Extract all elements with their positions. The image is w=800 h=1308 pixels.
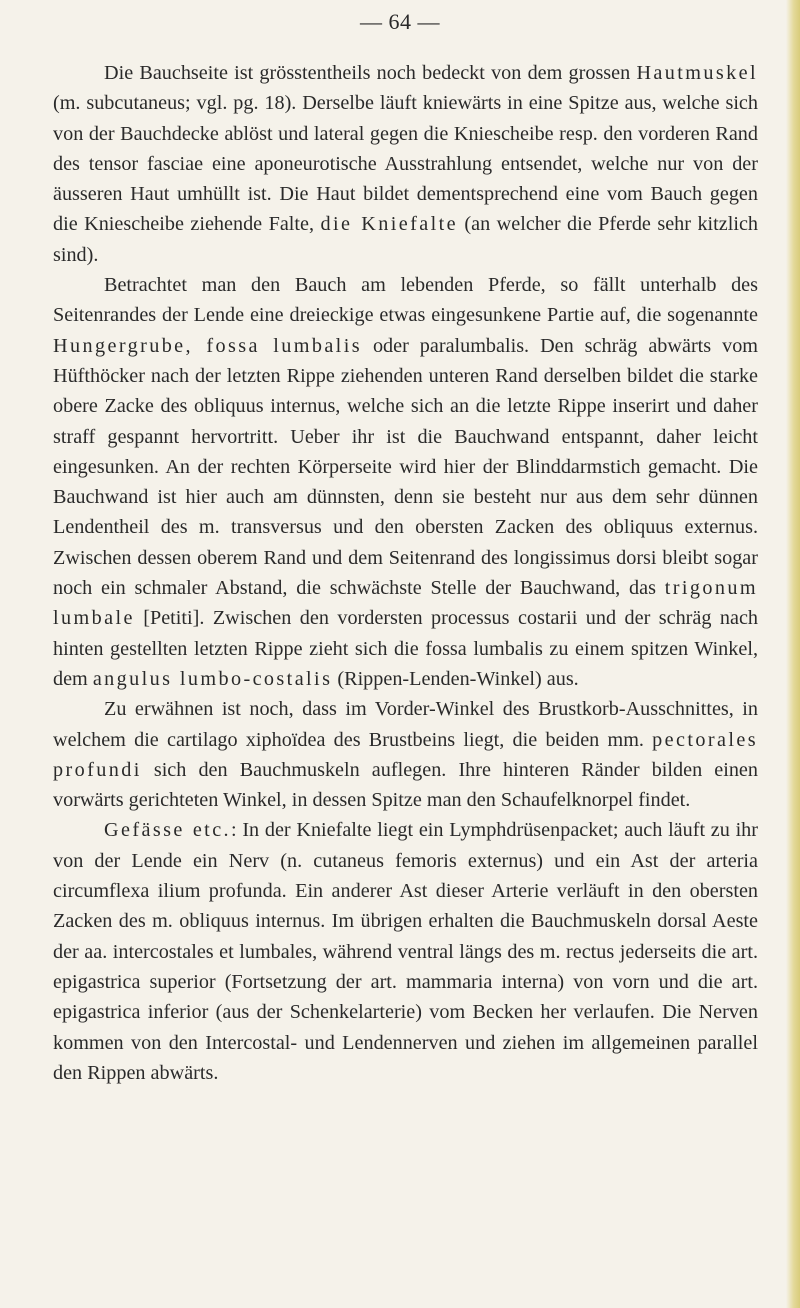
text-run: (m. subcutaneus; vgl. pg. 18). Derselbe läuft kniewärts in eine Spitze aus, welche sich von der Bauchdecke ablöst und lateral gegen die Kniescheibe resp. den vorderen Rand des tensor fasciae eine aponeurotische Ausstrahlung entsendet, welche nur von der äusseren Haut umhüllt ist. Die Haut bildet dementsprechend eine vom Bauch gegen die Kniescheibe ziehende Falte,: [53, 92, 758, 236]
text-run: (Rippen-Lenden-Winkel) aus.: [332, 667, 579, 690]
spaced-term: Hautmuskel: [636, 62, 758, 84]
spaced-term: pectorales profundi: [53, 728, 758, 781]
text-run: Betrachtet man den Bauch am lebenden Pferde, so fällt unterhalb des Seitenrandes der Lende eine dreieckige etwas eingesunkene Partie auf, die sogenannte: [53, 274, 758, 327]
page-number-header: — 64 —: [360, 9, 440, 34]
paragraph: [53, 815, 758, 1088]
text-run: Zu erwähnen ist noch, dass im Vorder-Winkel des Brustkorb-Ausschnittes, in welchem die cartilago xiphoïdea des Brustbeins liegt, die beiden mm.: [53, 698, 758, 751]
page-edge: [786, 0, 800, 1308]
text-run: : In der Kniefalte liegt ein Lymphdrüsenpacket; auch läuft zu ihr von der Lende ein Nerv (n. cutaneus femoris externus) und ein Ast der arteria circumflexa ilium profunda. Ein anderer Ast dieser Arterie verläuft in den obersten Zacken des m. obliquus internus. Im übrigen erhalten die Bauchmuskeln dorsal Aeste der aa. intercostales et lumbales, während ventral längs des m. rectus jederseits die art. epigastrica superior (Fortsetzung der art. mammaria interna) von vorn und die art. epigastrica inferior (aus der Schenkelarterie) vom Becken her verlaufen. Die Nerven kommen von den Intercostal- und Lendennerven und ziehen im allgemeinen parallel den Rippen abwärts.: [53, 819, 758, 1084]
spaced-term: Gefässe etc.: [104, 819, 231, 842]
spaced-term: angulus lumbo-costalis: [92, 667, 333, 690]
paragraph: [53, 694, 758, 815]
text-run: Die Bauchseite ist grösstentheils noch bedeckt von dem grossen: [104, 62, 637, 84]
paragraph: [53, 58, 758, 270]
body-text: [53, 58, 758, 1088]
spaced-term: trigonum lumbale: [53, 577, 758, 630]
text-run: [Petiti]. Zwischen den vordersten processus costarii und der schräg nach hinten gestellten letzten Rippe zieht sich die fossa lumbalis zu einem spitzen Winkel, dem: [53, 607, 758, 690]
spaced-term: Hungergrube, fossa lumbalis: [53, 334, 362, 357]
paragraph: [53, 270, 758, 694]
text-run: oder paralumbalis. Den schräg abwärts vom Hüfthöcker nach der letzten Rippe ziehenden unteren Rand derselben bildet die starke obere Zacke des obliquus internus, welche sich an die letzte Rippe inserirt und daher straff gespannt hervortritt. Ueber ihr ist die Bauchwand entspannt, daher leicht eingesunken. An der rechten Körperseite wird hier der Blinddarmstich gemacht. Die Bauchwand ist hier auch am dünnsten, denn sie besteht nur aus dem sehr dünnen Lendentheil des m. transversus und den obersten Zacken des obliquus externus. Zwischen dessen oberem Rand und dem Seitenrand des longissimus dorsi bleibt sogar noch ein schmaler Abstand, die schwächste Stelle der Bauchwand, das: [53, 334, 758, 600]
text-run: sich den Bauchmuskeln auflegen. Ihre hinteren Ränder bilden einen vorwärts gerichteten Winkel, in dessen Spitze man den Schaufelknorpel findet.: [53, 758, 758, 812]
text-run: (an welcher die Pferde sehr kitzlich sind).: [53, 213, 759, 266]
spaced-term: die Kniefalte: [320, 213, 458, 236]
